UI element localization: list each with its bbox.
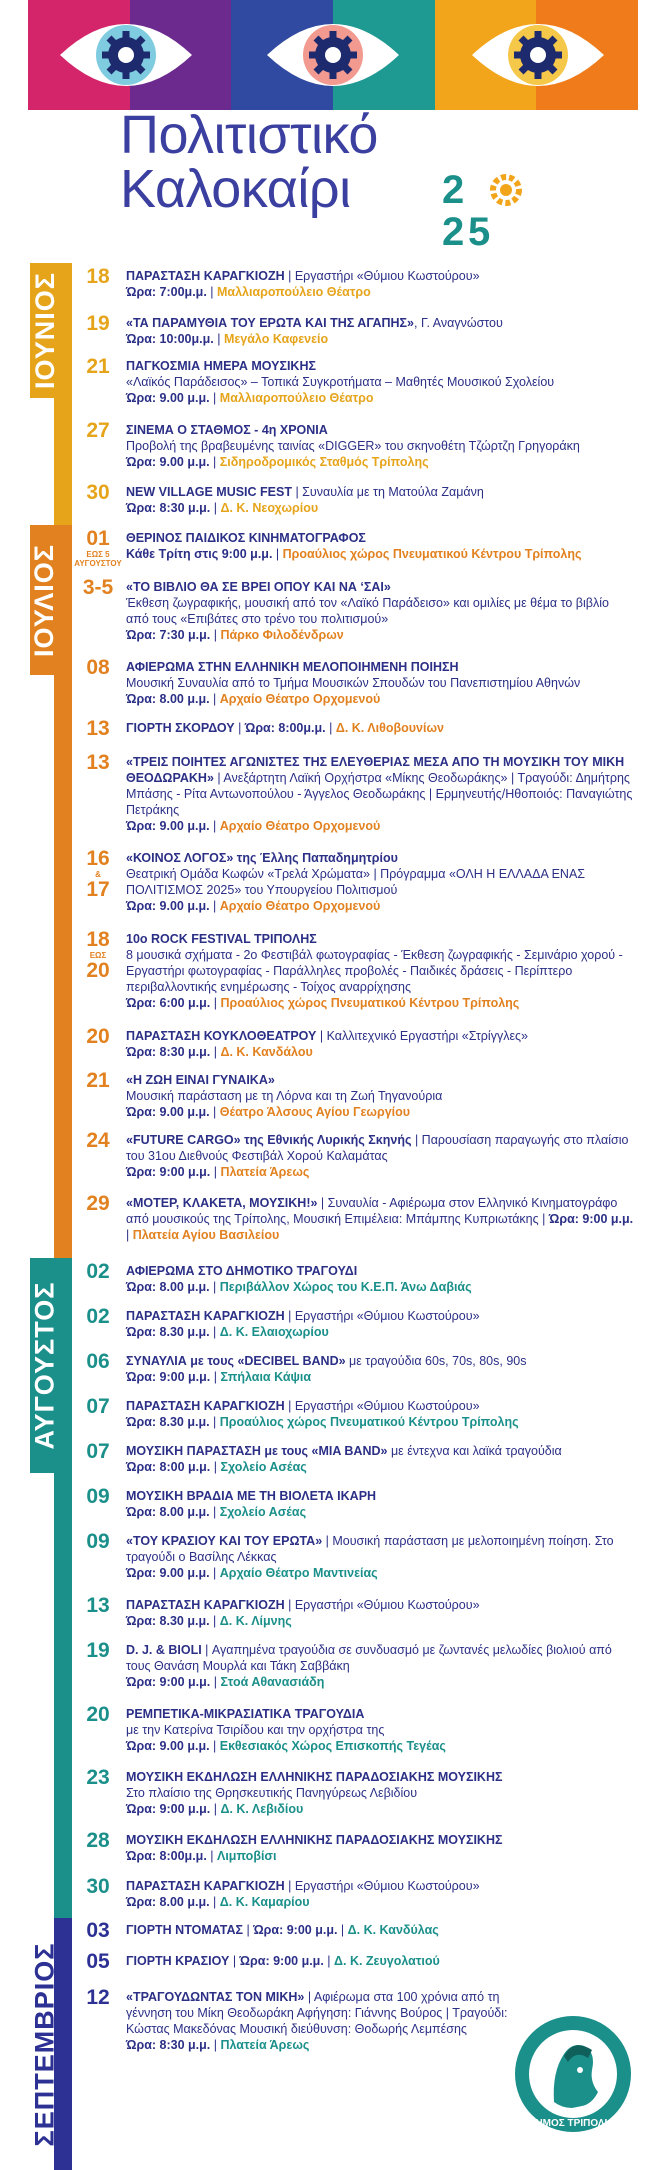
event-text: 10ο ROCK FESTIVAL ΤΡΙΠΟΛΗΣ 8 μουσικά σχήματα - 2ο Φεστιβάλ φωτογραφίας - Έκθεση ζωγραφικής - Σεμινάριο χορού - Εργαστήρι φωτογραφίας - Παράλληλες προβολές - Παιδικές δράσεις - Περίπτερο περιβαλλοντικής ενημέρωσης - Τοίχος αναρρίχησης Ώρα: 6:00 μ.μ. | Προαύλιος χώρος Πνευματικού Κέντρου Τρίπολης <box>126 932 623 1010</box>
event-day: 16 & 17 <box>86 847 110 901</box>
month-label-july: ΙΟΥΛΙΟΣ <box>29 543 60 657</box>
event-text: «ΤΡΕΙΣ ΠΟΙΗΤΕΣ ΑΓΩΝΙΣΤΕΣ ΤΗΣ ΕΛΕΥΘΕΡΙΑΣ ΜΕΣΑ ΑΠΟ ΤΗ ΜΟΥΣΙΚΗ ΤΟΥ ΜΙΚΗ ΘΕΟΔΩΡΑΚΗ» | Ανεξάρτητη Λαϊκή Ορχήστρα «Μίκης Θεοδωράκης» | Τραγούδι: Δημήτρης Μπάσης - Ρίτα Αντωνοπούλου - Άγγελος Θεοδωράκης | Ερμηνευτής/Ηθοποιός: Παναγιώτης Πετράκης Ώρα: 9.00 μ.μ. | Αρχαίο Θέατρο Ορχομενού <box>126 755 633 833</box>
event-text: «ΤΡΑΓΟΥΔΩΝΤΑΣ ΤΟΝ ΜΙΚΗ» | Αφιέρωμα στα 100 χρόνια από τη γέννηση του Μίκη Θεοδωράκη Αφήγηση: Γιάννης Βούρος | Τραγούδι: Κώστας Μακεδόνας Μουσική διεύθυνση: Θοδωρής Λεμπέσης Ώρα: 8:30 μ.μ. | Πλατεία Άρεως <box>126 1990 508 2052</box>
event-text: ΑΦΙΕΡΩΜΑ ΣΤΗΝ ΕΛΛΗΝΙΚΗ ΜΕΛΟΠΟΙΗΜΕΝΗ ΠΟΙΗΣΗ Μουσική Συναυλία από το Τμήμα Μουσικών Σπουδών του Πανεπιστημίου Αθηνών Ώρα: 8.00 μ.μ. | Αρχαίο Θέατρο Ορχομενού <box>126 660 581 706</box>
month-label-september: ΣΕΠΤΕΜΒΡΙΟΣ <box>29 1942 60 2146</box>
event-text: ΣΥΝΑΥΛΙΑ με τους «DECIBEL BAND» με τραγούδια 60s, 70s, 80s, 90s Ώρα: 9:00 μ.μ. | Σπήλαια Κάψια <box>126 1354 527 1384</box>
event-day: 02 <box>86 1260 110 1283</box>
event-day: 21 <box>86 355 110 378</box>
event-text: ΜΟΥΣΙΚΗ ΕΚΔΗΛΩΣΗ ΕΛΛΗΝΙΚΗΣ ΠΑΡΑΔΟΣΙΑΚΗΣ ΜΟΥΣΙΚΗΣ Ώρα: 8:00μ.μ. | Λιμποβίσι <box>126 1833 503 1863</box>
event-text: ΡΕΜΠΕΤΙΚΑ-ΜΙΚΡΑΣΙΑΤΙΚΑ ΤΡΑΓΟΥΔΙΑ με την Κατερίνα Τσιρίδου και την ορχήστρα της Ώρα: 9.00 μ.μ. | Εκθεσιακός Χώρος Επισκοπής Τεγέας <box>126 1707 446 1753</box>
event-day: 09 <box>86 1485 110 1508</box>
event-text: «ΚΟΙΝΟΣ ΛΟΓΟΣ» της Έλλης Παπαδημητρίου Θεατρική Ομάδα Κωφών «Τρελά Χρώματα» | Πρόγραμμα «ΟΛΗ Η ΕΛΛΑΔΑ ΕΝΑΣ ΠΟΛΙΤΙΣΜΟΣ 2025» του Υπουργείου Πολιτισμού Ώρα: 9.00 μ.μ. | Αρχαίο Θέατρο Ορχομενού <box>126 851 586 913</box>
event-text: «ΜΟΤΕΡ, ΚΛΑΚΕΤΑ, ΜΟΥΣΙΚΗ!» | Συναυλία - Αφιέρωμα στον Ελληνικό Κινηματογράφο από μουσικούς της Τρίπολης, Μουσική Επιμέλεια: Μπάμπης Κυπριωτάκης | Ώρα: 9:00 μ.μ. | Πλατεία Αγίου Βασιλείου <box>126 1196 634 1242</box>
event-day: 21 <box>86 1069 110 1092</box>
month-label-june: ΙΟΥΝΙΟΣ <box>29 272 60 389</box>
event-text: D. J. & BIOLI | Αγαπημένα τραγούδια σε συνδυασμό με ζωντανές μελωδίες βιολιού από τους Θανάση Μουρλά και Τάκη Σαββάκη Ώρα: 9:00 μ.μ. | Στοά Αθανασιάδη <box>126 1643 612 1689</box>
event-day: 06 <box>86 1350 110 1373</box>
event-day: 19 <box>86 312 110 335</box>
event-day: 19 <box>86 1639 110 1662</box>
event-day: 07 <box>86 1395 110 1418</box>
event-day: 27 <box>86 419 110 442</box>
event-text: ΠΑΓΚΟΣΜΙΑ ΗΜΕΡΑ ΜΟΥΣΙΚΗΣ «Λαϊκός Παράδεισος» – Τοπικά Συγκροτήματα – Μαθητές Μουσικού Σχολείου Ώρα: 9.00 μ.μ. | Μαλλιαροπούλειο Θέατρο <box>126 359 555 405</box>
event-text: ΓΙΟΡΤΗ ΝΤΟΜΑΤΑΣ | Ώρα: 9:00 μ.μ. | Δ. Κ. Κανδύλας <box>126 1923 439 1937</box>
page-title <box>120 105 378 219</box>
event-day: 3-5 <box>82 576 114 599</box>
event-text: ΑΦΙΕΡΩΜΑ ΣΤΟ ΔΗΜΟΤΙΚΟ ΤΡΑΓΟΥΔΙ Ώρα: 8.00 μ.μ. | Περιβάλλον Χώρος του Κ.Ε.Π. Άνω Δαβιάς <box>126 1264 472 1294</box>
event-day: 13 <box>86 751 110 774</box>
year-badge <box>440 170 530 256</box>
event-day: 18 <box>86 265 110 288</box>
event-text: ΜΟΥΣΙΚΗ ΠΑΡΑΣΤΑΣΗ με τους «MIA BAND» με έντεχνα και λαϊκά τραγούδια Ώρα: 8:00 μ.μ. | Σχολείο Ασέας <box>126 1444 562 1474</box>
event-day: 05 <box>86 1950 110 1973</box>
event-day: 28 <box>86 1829 110 1852</box>
event-text: «Η ΖΩΗ ΕΙΝΑΙ ΓΥΝΑΙΚΑ» Μουσική παράσταση με τη Λόρνα και τη Ζωή Τηγανούρια Ώρα: 9.00 μ.μ. | Θέατρο Άλσους Αγίου Γεωργίου <box>126 1073 443 1119</box>
event-day: 30 <box>86 1875 110 1898</box>
event-text: «ΤΑ ΠΑΡΑΜΥΘΙΑ ΤΟΥ ΕΡΩΤΑ ΚΑΙ ΤΗΣ ΑΓΑΠΗΣ», Γ. Αναγνώστου Ώρα: 10:00μ.μ. | Μεγάλο Καφενείο <box>126 316 503 346</box>
event-text: ΜΟΥΣΙΚΗ ΕΚΔΗΛΩΣΗ ΕΛΛΗΝΙΚΗΣ ΠΑΡΑΔΟΣΙΑΚΗΣ ΜΟΥΣΙΚΗΣ Στο πλαίσιο της Θρησκευτικής Πανηγύρεως Λεβιδίου Ώρα: 9:00 μ.μ. | Δ. Κ. Λεβιδίου <box>126 1770 503 1816</box>
event-day: 20 <box>86 1703 110 1726</box>
event-text: ΠΑΡΑΣΤΑΣΗ ΚΑΡΑΓΚΙΟΖΗ | Εργαστήρι «Θύμιου Κωστούρου» Ώρα: 8.30 μ.μ. | Προαύλιος χώρος Πνευματικού Κέντρου Τρίπολης <box>126 1399 519 1429</box>
event-day: 13 <box>86 1594 110 1617</box>
event-text: ΜΟΥΣΙΚΗ ΒΡΑΔΙΑ ΜΕ ΤΗ ΒΙΟΛΕΤΑ ΙΚΑΡΗ Ώρα: 8.00 μ.μ. | Σχολείο Ασέας <box>126 1489 377 1519</box>
event-text: «ΤΟΥ ΚΡΑΣΙΟΥ ΚΑΙ ΤΟΥ ΕΡΩΤΑ» | Μουσική παράσταση με μελοποιημένη ποίηση. Στο τραγούδι ο Βασίλης Λέκκας Ώρα: 9.00 μ.μ. | Αρχαίο Θέατρο Μαντινείας <box>126 1534 614 1580</box>
municipality-logo <box>512 2012 634 2142</box>
event-day: 07 <box>86 1440 110 1463</box>
logo-caption: ΔΗΜΟΣ ΤΡΙΠΟΛΗΣ <box>528 2118 618 2129</box>
event-day: 09 <box>86 1530 110 1553</box>
event-text: ΣΙΝΕΜΑ Ο ΣΤΑΘΜΟΣ - 4η ΧΡΟΝΙΑ Προβολή της βραβευμένης ταινίας «DIGGER» του σκηνοθέτη Τζώρτζη Γρηγοράκη Ώρα: 9.00 μ.μ. | Σιδηροδρομικός Σταθμός Τρίπολης <box>126 423 580 469</box>
event-text: «FUTURE CARGO» της Εθνικής Λυρικής Σκηνής | Παρουσίαση παραγωγής στο πλαίσιο του 31ου Διεθνούς Φεστιβάλ Χορού Καλαμάτας Ώρα: 9:00 μ.μ. | Πλατεία Άρεως <box>126 1133 629 1179</box>
event-text: ΓΙΟΡΤΗ ΣΚΟΡΔΟΥ | Ώρα: 8:00μ.μ. | Δ. Κ. Λιθοβουνίων <box>126 721 444 735</box>
event-day: 23 <box>86 1766 110 1789</box>
event-day: 18 ΕΩΣ 20 <box>86 928 110 982</box>
month-label-august: ΑΥΓΟΥΣΤΟΣ <box>29 1281 60 1450</box>
year-digit: 5 <box>468 210 491 254</box>
event-day: 13 <box>86 717 110 740</box>
event-text: ΓΙΟΡΤΗ ΚΡΑΣΙΟΥ | Ώρα: 9:00 μ.μ. | Δ. Κ. Ζευγολατιού <box>126 1954 440 1968</box>
event-text: «ΤΟ ΒΙΒΛΙΟ ΘΑ ΣΕ ΒΡΕΙ ΟΠΟΥ ΚΑΙ ΝΑ ‘ΣΑΙ» Έκθεση ζωγραφικής, μουσική από τον «Λαϊκό Παράδεισο» και ομιλίες με θέμα το βιβλίο από τους «Επιβάτες στο τρένο του πολιτισμού» Ώρα: 7:30 μ.μ. | Πάρκο Φιλοδένδρων <box>126 580 609 642</box>
year-digit: 2 <box>442 210 465 254</box>
event-day: 02 <box>86 1305 110 1328</box>
event-day: 29 <box>86 1192 110 1215</box>
event-text: ΠΑΡΑΣΤΑΣΗ ΚΑΡΑΓΚΙΟΖΗ | Εργαστήρι «Θύμιου Κωστούρου» Ώρα: 7:00μ.μ. | Μαλλιαροπούλειο Θέατρο <box>126 269 480 299</box>
event-text: ΠΑΡΑΣΤΑΣΗ ΚΑΡΑΓΚΙΟΖΗ | Εργαστήρι «Θύμιου Κωστούρου» Ώρα: 8.30 μ.μ. | Δ. Κ. Ελαιοχωρίου <box>126 1309 480 1339</box>
year-digit-gear-icon <box>490 170 522 217</box>
event-text: ΠΑΡΑΣΤΑΣΗ ΚΟΥΚΛΟΘΕΑΤΡΟΥ | Καλλιτεχνικό Εργαστήρι «Στρίγγλες» Ώρα: 8:30 μ.μ. | Δ. Κ. Κανδάλου <box>126 1029 528 1059</box>
title-line-2: Καλοκαίρι <box>120 159 351 219</box>
event-day: 03 <box>86 1919 110 1942</box>
event-day: 01 ΕΩΣ 5 ΑΥΓΟΥΣΤΟΥ <box>74 527 122 568</box>
event-day: 30 <box>86 481 110 504</box>
event-day: 24 <box>86 1129 110 1152</box>
event-text: ΘΕΡΙΝΟΣ ΠΑΙΔΙΚΟΣ ΚΙΝΗΜΑΤΟΓΡΑΦΟΣ Κάθε Τρίτη στις 9:00 μ.μ. | Προαύλιος χώρος Πνευματικού Κέντρου Τρίπολης <box>126 531 582 561</box>
eye-gear-icon <box>50 0 202 110</box>
event-day: 12 <box>86 1986 110 2009</box>
title-line-1: Πολιτιστικό <box>120 105 378 165</box>
event-text: ΠΑΡΑΣΤΑΣΗ ΚΑΡΑΓΚΙΟΖΗ | Εργαστήρι «Θύμιου Κωστούρου» Ώρα: 8.00 μ.μ. | Δ. Κ. Καμαρίου <box>126 1879 480 1909</box>
event-day: 20 <box>86 1025 110 1048</box>
eye-gear-icon <box>257 0 409 110</box>
event-day: 08 <box>86 656 110 679</box>
event-text: NEW VILLAGE MUSIC FEST | Συναυλία με τη Ματούλα Ζαμάνη Ώρα: 8:30 μ.μ. | Δ. Κ. Νεοχωρίου <box>126 485 484 515</box>
year-digit: 2 <box>442 168 465 212</box>
eye-gear-icon <box>462 0 614 110</box>
event-text: ΠΑΡΑΣΤΑΣΗ ΚΑΡΑΓΚΙΟΖΗ | Εργαστήρι «Θύμιου Κωστούρου» Ώρα: 8.30 μ.μ. | Δ. Κ. Λίμνης <box>126 1598 480 1628</box>
